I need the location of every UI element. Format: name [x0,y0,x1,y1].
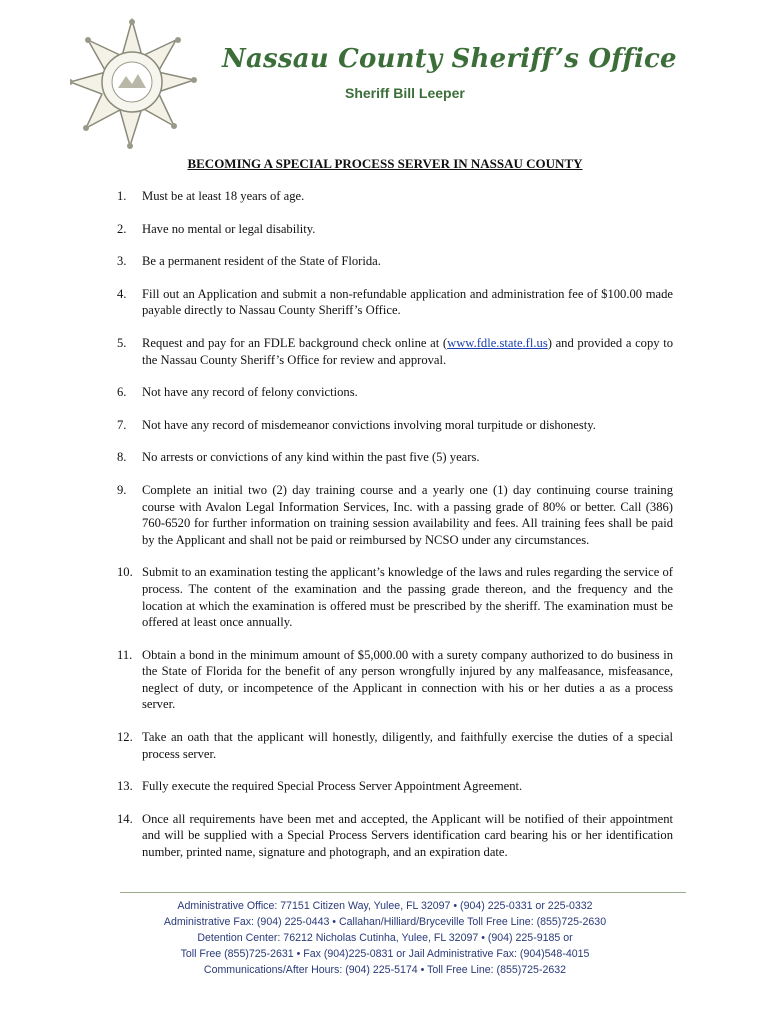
list-item: 6. Not have any record of felony convictions. [117,385,358,400]
footer-divider [120,892,686,893]
list-item: 14. Once all requirements have been met and accepted, the Applicant will be notified of their appointment and will be supplied with a Special Process Servers identification card bearing his or her identification number, printed name, signature and photograph, and an expiration date. [117,811,673,860]
list-item: 10. Submit to an examination testing the applicant’s knowledge of the laws and rules regarding the service of process. The content of the examination and the passing grade thereon, and the frequency and the location at which the examination is offered must be prescribed by the sheriff. The examination must be offered at least once annually. [117,565,673,630]
list-item: 8. No arrests or convictions of any kind within the past five (5) years. [117,450,480,465]
sheriff-star-badge-icon [70,18,210,158]
footer-line: Toll Free (855)725-2631 • Fax (904)225-0831 or Jail Administrative Fax: (904)548-4015 [180,948,590,960]
list-item: 12. Take an oath that the applicant will honestly, diligently, and faithfully exercise the duties of a special process server. [117,730,673,761]
footer-line: Administrative Fax: (904) 225-0443 • Callahan/Hilliard/Bryceville Toll Free Line: (855)725-2630 [163,916,607,928]
list-item: 11. Obtain a bond in the minimum amount of $5,000.00 with a surety company authorized to do business in the State of Florida for the benefit of any person wrongfully injured by any malfeasance, misfeasance, neglect of duty, or incompetence of the Applicant in connection with his or her duties a as a process server. [117,647,673,712]
org-name: Nassau County Sheriff’s Office [222,44,677,74]
footer-contact-info [0,898,770,978]
sheriff-name: Sheriff Bill Leeper [345,85,465,101]
list-item: 3. Be a permanent resident of the State of Florida. [117,254,381,269]
requirements-list [117,188,673,877]
fdle-link[interactable]: www.fdle.state.fl.us [447,335,548,350]
list-item: 2. Have no mental or legal disability. [117,221,316,236]
footer-line: Detention Center: 76212 Nicholas Cutinha, Yulee, FL 32097 • (904) 225-9185 or [197,932,573,944]
footer-line: Communications/After Hours: (904) 225-5174 • Toll Free Line: (855)725-2632 [203,964,567,976]
list-item: 1. Must be at least 18 years of age. [117,189,305,203]
list-item: 5. Request and pay for an FDLE background check online at (www.fdle.state.fl.us) and provided a copy to the Nassau County Sheriff’s Office for review and approval. [117,335,673,367]
footer-line: Administrative Office: 77151 Citizen Way, Yulee, FL 32097 • (904) 225-0331 or 225-0332 [177,900,593,912]
list-item: 13. Fully execute the required Special Process Server Appointment Agreement. [117,779,523,794]
list-item: 7. Not have any record of misdemeanor convictions involving moral turpitude or dishonesty. [117,417,596,432]
letterhead [0,0,770,140]
document-title: BECOMING A SPECIAL PROCESS SERVER IN NASSAU COUNTY [187,156,583,171]
list-item: 4. Fill out an Application and submit a non-refundable application and administration fee of $100.00 made payable directly to Nassau County Sheriff’s Office. [117,286,673,318]
list-item: 9. Complete an initial two (2) day training course and a yearly one (1) day continuing course training course with Avalon Legal Information Services, Inc. with a passing grade of 80% or better. Call (386) 760-6520 for further information on training session availability and fees. All training fees shall be paid by the Applicant and shall not be paid or reimbursed by NCSO under any circumstances. [117,482,673,547]
